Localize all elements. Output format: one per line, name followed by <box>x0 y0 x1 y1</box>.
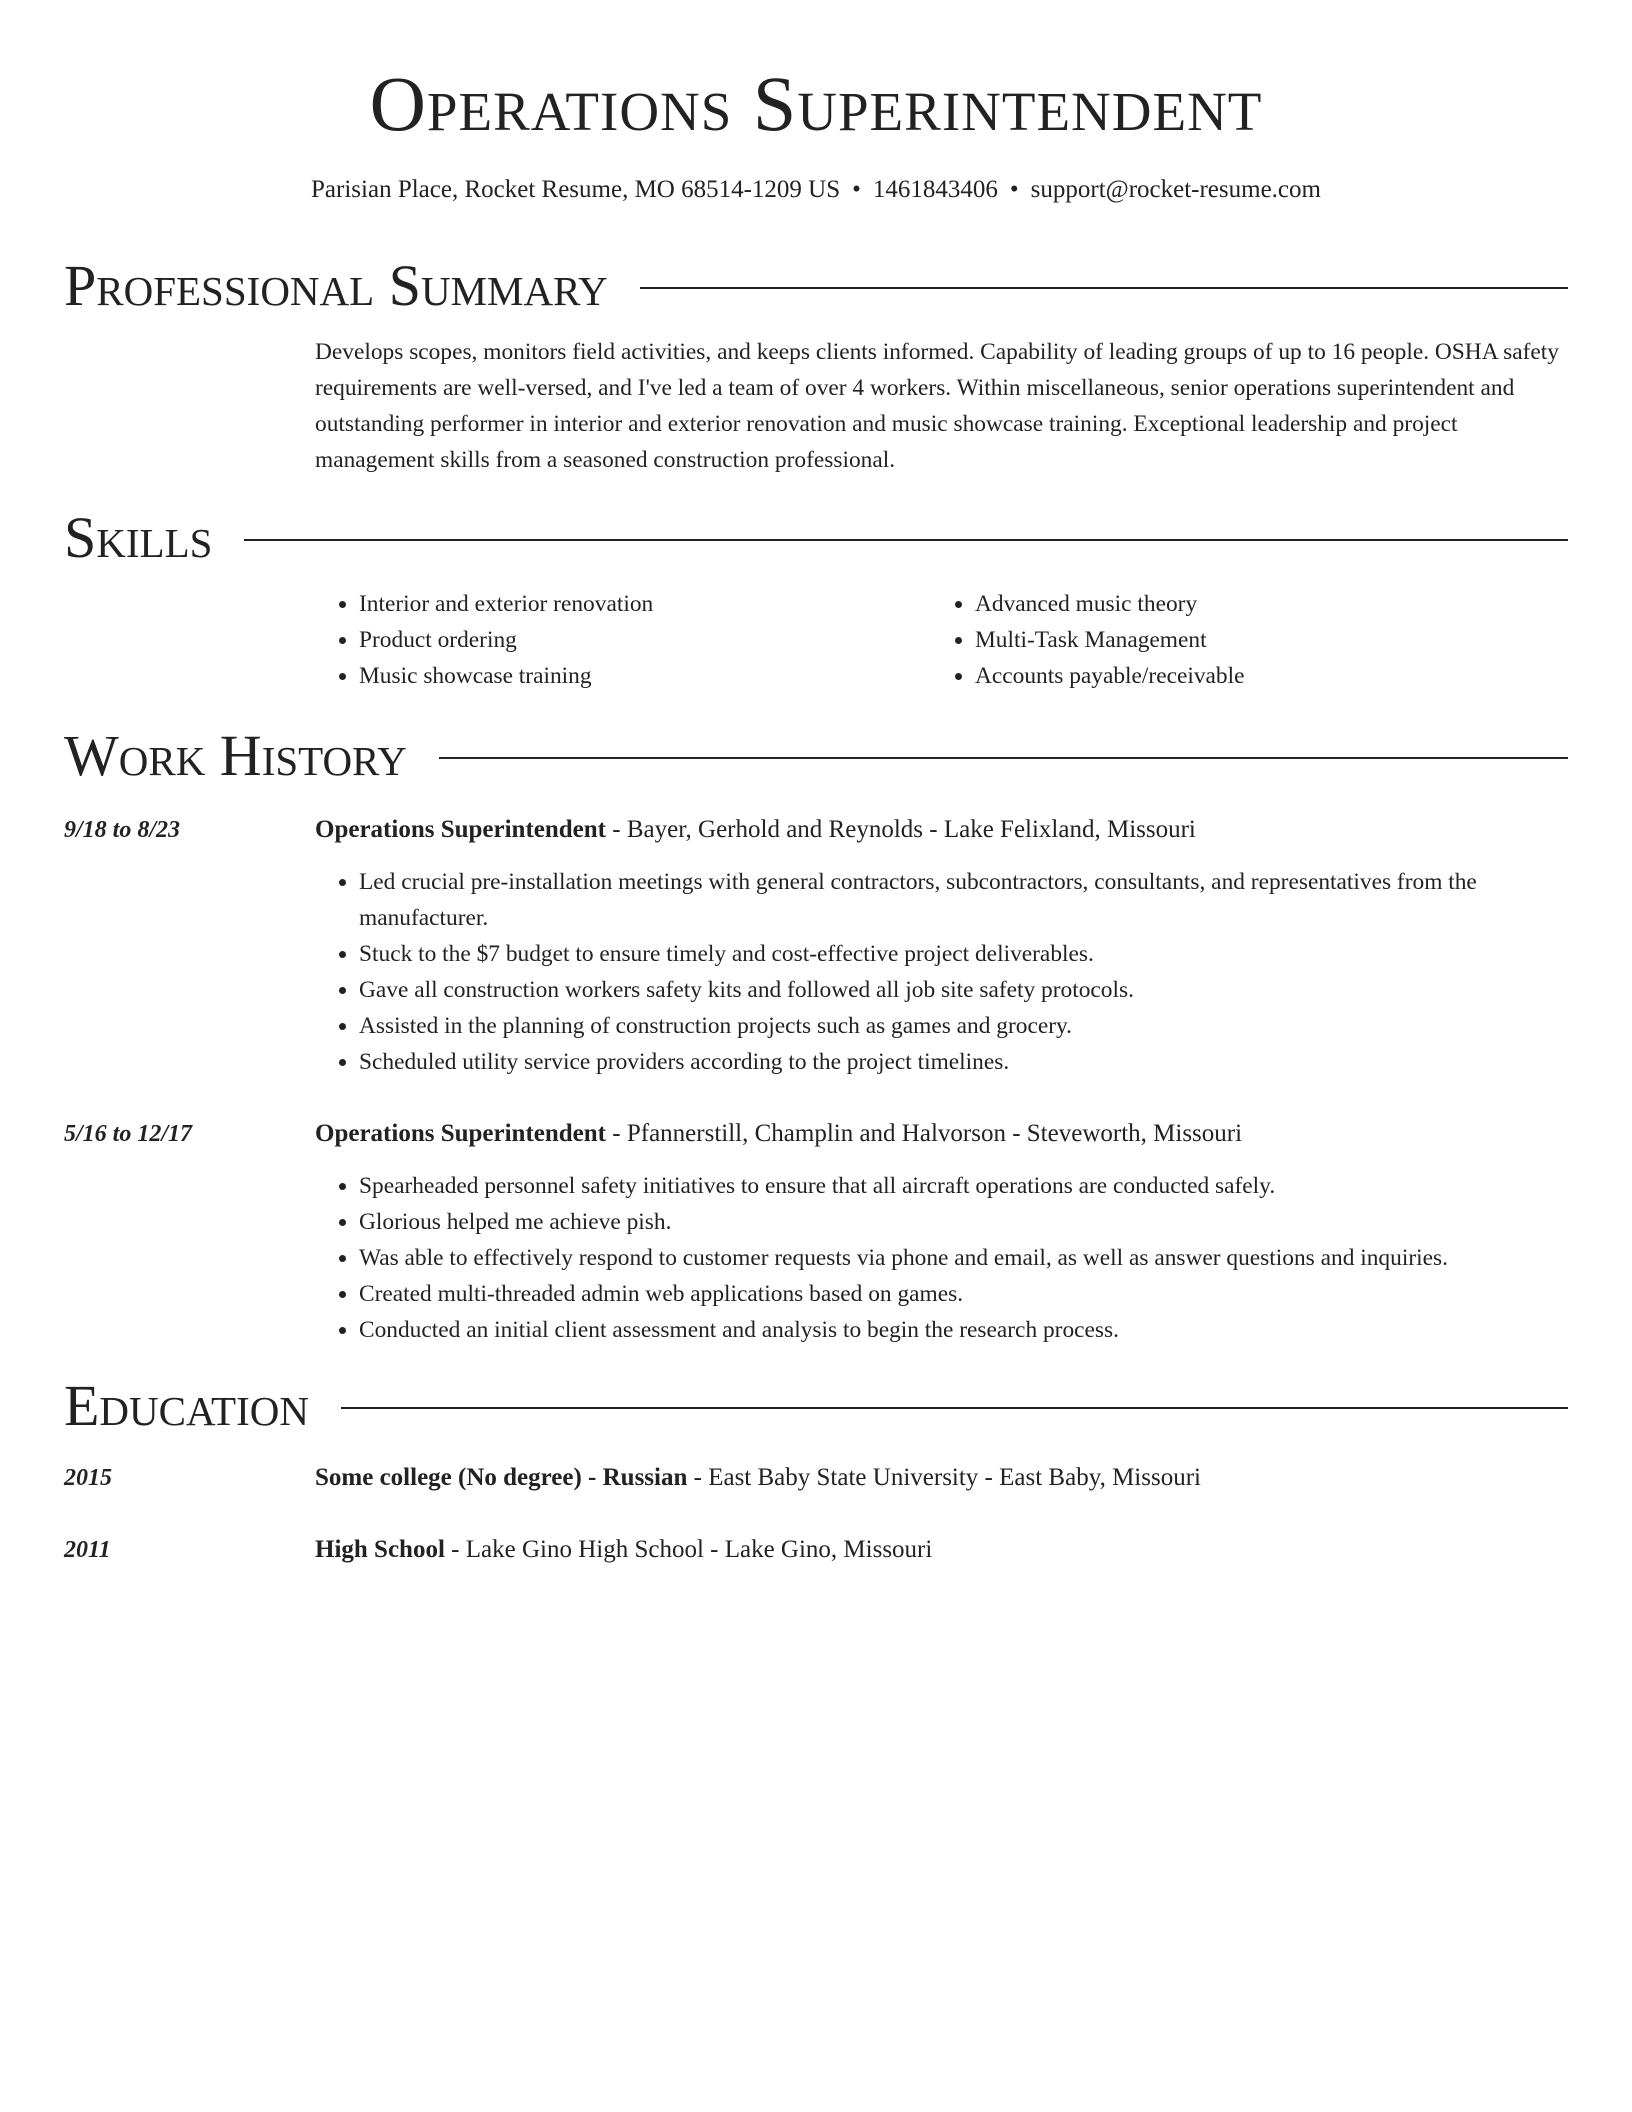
job-dates: 9/18 to 8/23 <box>64 817 181 843</box>
job-bullets <box>315 864 1568 1080</box>
job-title: Operations Superintendent <box>315 816 607 843</box>
job-bullet: • Stuck to the $7 budget to ensure timely and cost-effective project deliverables. <box>359 936 1568 972</box>
skill-item: • Music showcase training <box>359 658 895 694</box>
education-degree: High School <box>315 1536 445 1563</box>
email: support@rocket-resume.com <box>1030 176 1321 203</box>
skills-body <box>315 586 1568 696</box>
education-header <box>64 1374 1568 1438</box>
section-divider <box>341 1407 1568 1409</box>
job-bullets <box>315 1168 1568 1348</box>
section-title: Skills <box>64 505 213 570</box>
education-school: - Lake Gino High School - Lake Gino, Missouri <box>444 1536 933 1563</box>
section-title: Work History <box>64 723 407 788</box>
skill-item: • Interior and exterior renovation <box>359 586 895 622</box>
summary-header <box>64 254 1568 318</box>
job-heading <box>315 814 1568 846</box>
job-bullet: • Gave all construction workers safety kits and followed all job site safety protocols. <box>359 972 1568 1008</box>
job-bullet: • Scheduled utility service providers according to the project timelines. <box>359 1044 1568 1080</box>
section-title: Education <box>64 1373 309 1438</box>
section-divider <box>244 539 1568 541</box>
address: Parisian Place, Rocket Resume, MO 68514-1209 US <box>311 176 841 203</box>
education-year: 2011 <box>64 1537 111 1563</box>
job-bullet: • Glorious helped me achieve pish. <box>359 1204 1568 1240</box>
skills-column-right <box>931 586 1511 694</box>
summary-body <box>315 334 1568 478</box>
contact-line <box>64 174 1568 206</box>
job-dates: 5/16 to 12/17 <box>64 1121 193 1147</box>
job-bullet: • Assisted in the planning of construction projects such as games and grocery. <box>359 1008 1568 1044</box>
resume-page <box>64 0 1568 1563</box>
work-history-section <box>64 723 1568 1343</box>
candidate-name: Operations Superintendent <box>369 60 1263 147</box>
job-bullet: • Was able to effectively respond to customer requests via phone and email, as well as answer questions and inquiries. <box>359 1240 1568 1276</box>
skill-item: • Multi-Task Management <box>975 622 1511 658</box>
summary-section <box>64 253 1568 473</box>
phone: 1461843406 <box>872 176 998 203</box>
job-employer: - Pfannerstill, Champlin and Halvorson - Steveworth, Missouri <box>606 1120 1243 1147</box>
summary-text: Develops scopes, monitors field activities, and keeps clients informed. Capability of leading groups of up to 16 people. OSHA safety requirements are well-versed, and I've led a team of over 4 workers. Within miscellaneous, senior operations superintendent and outstanding performer in interior and exterior renovation and music showcase training. Exceptional leadership and project management skills from a seasoned construction professional. <box>315 339 1559 473</box>
skills-section <box>64 505 1568 689</box>
contact-separator: • <box>1009 176 1019 203</box>
job-bullet: • Spearheaded personnel safety initiatives to ensure that all aircraft operations are conducted safely. <box>359 1168 1568 1204</box>
contact-separator: • <box>852 176 861 203</box>
skills-column-left <box>315 586 895 694</box>
education-year: 2015 <box>64 1465 112 1491</box>
job-bullet: • Conducted an initial client assessment and analysis to begin the research process. <box>359 1312 1568 1348</box>
section-divider <box>439 757 1568 759</box>
education-degree: Some college (No degree) - Russian <box>315 1464 688 1491</box>
section-divider <box>640 287 1568 289</box>
skill-item: • Advanced music theory <box>975 586 1511 622</box>
skill-item: • Accounts payable/receivable <box>975 658 1511 694</box>
education-heading <box>315 1462 1568 1494</box>
skills-header <box>64 506 1568 570</box>
job-bullet: • Led crucial pre-installation meetings with general contractors, subcontractors, consultants, and representatives from the manufacturer. <box>359 864 1568 936</box>
job-employer: - Bayer, Gerhold and Reynolds - Lake Felixland, Missouri <box>606 816 1196 843</box>
work-history-header <box>64 724 1568 788</box>
job-heading <box>315 1118 1568 1150</box>
skill-item: • Product ordering <box>359 622 895 658</box>
education-heading <box>315 1534 1568 1566</box>
education-school: - East Baby State University - East Baby, Missouri <box>687 1464 1201 1491</box>
education-section <box>64 1373 1568 1563</box>
section-title: Professional Summary <box>64 253 608 318</box>
job-title: Operations Superintendent <box>315 1120 607 1147</box>
job-bullet: • Created multi-threaded admin web applications based on games. <box>359 1276 1568 1312</box>
